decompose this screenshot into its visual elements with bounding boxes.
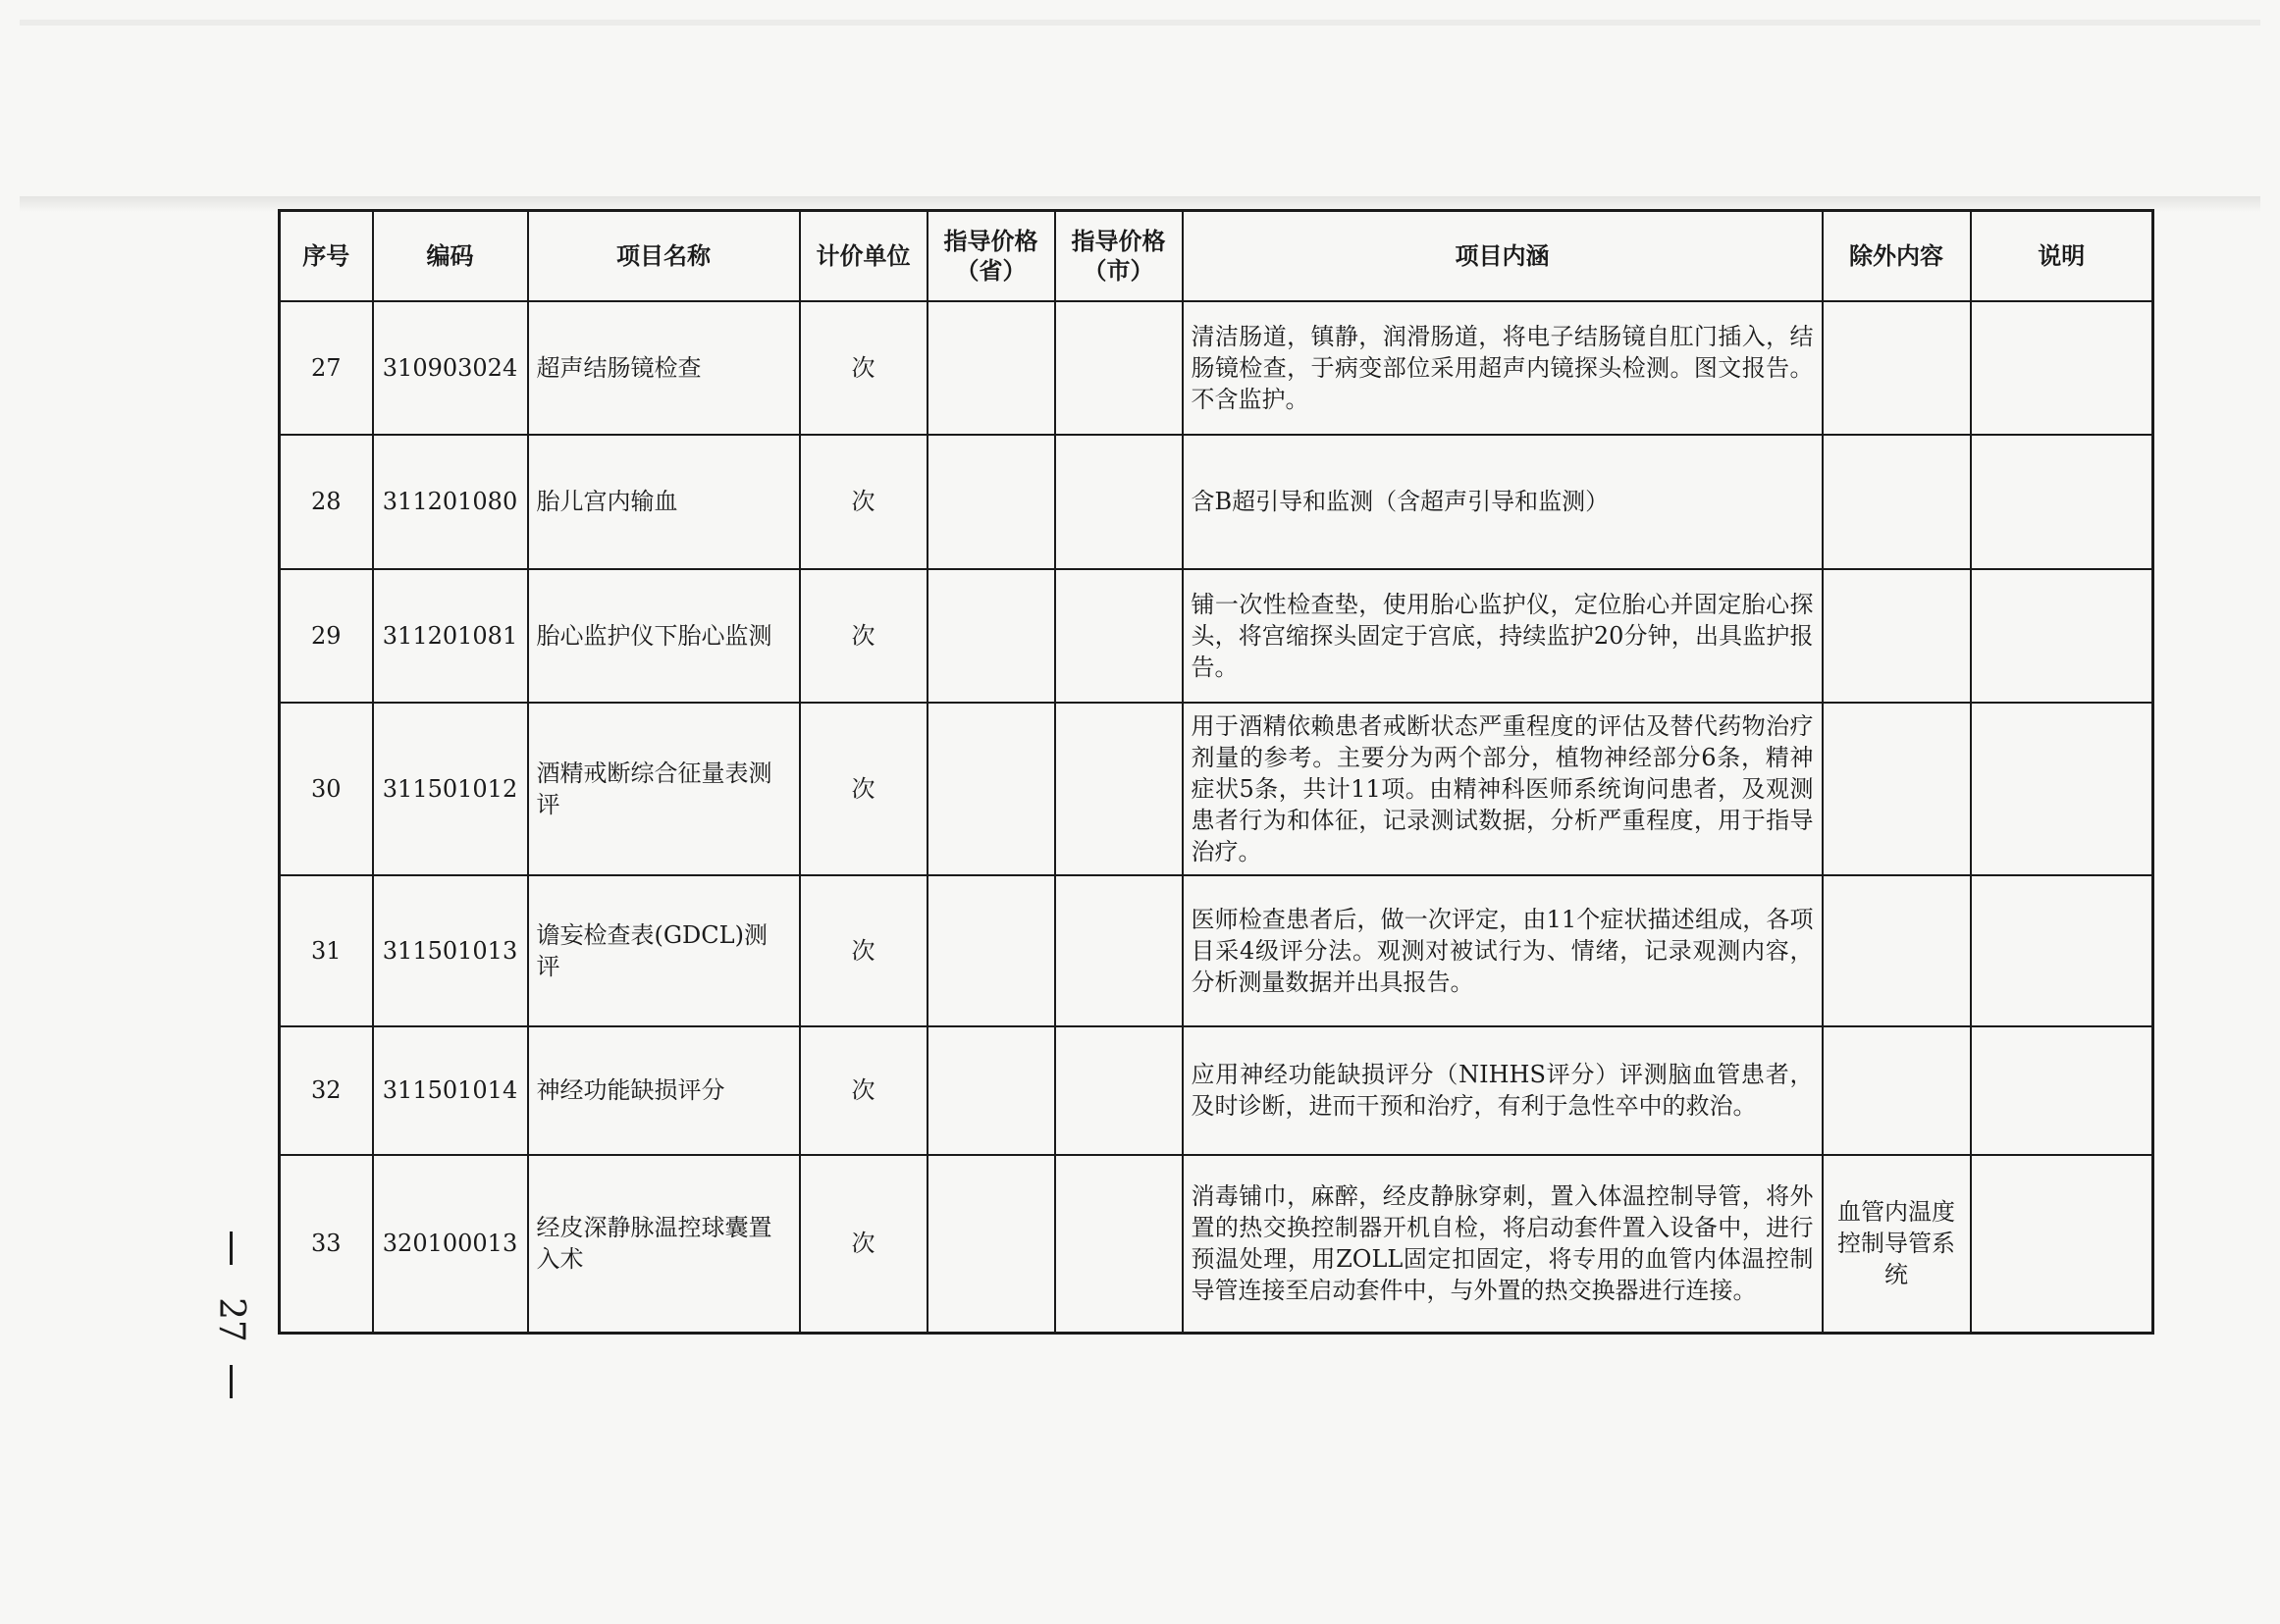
cell-price-province <box>928 1155 1055 1334</box>
header-content: 项目内涵 <box>1183 211 1823 301</box>
cell-content: 消毒铺巾，麻醉，经皮静脉穿刺，置入体温控制导管，将外置的热交换控制器开机自检，将启动套件置入设备中，进行预温处理，用ZOLL固定扣固定，将专用的血管内体温控制导管连接至启动套件中，与外置的热交换器进行连接。 <box>1183 1155 1823 1334</box>
cell-code: 311501013 <box>373 875 528 1026</box>
header-excluded: 除外内容 <box>1823 211 1971 301</box>
header-code: 编码 <box>373 211 528 301</box>
cell-excluded: 血管内温度控制导管系统 <box>1823 1155 1971 1334</box>
cell-name: 胎心监护仪下胎心监测 <box>528 569 800 703</box>
cell-note <box>1971 301 2153 435</box>
cell-price-city <box>1055 301 1183 435</box>
cell-name: 酒精戒断综合征量表测评 <box>528 703 800 875</box>
cell-code: 311201080 <box>373 435 528 569</box>
cell-excluded <box>1823 703 1971 875</box>
cell-excluded <box>1823 435 1971 569</box>
cell-price-city <box>1055 435 1183 569</box>
table-row <box>280 703 2153 875</box>
cell-no: 30 <box>280 703 373 875</box>
price-table <box>278 209 2154 1335</box>
cell-note <box>1971 1026 2153 1155</box>
page-number-text: 27 <box>211 1297 251 1342</box>
cell-content: 含B超引导和监测（含超声引导和监测） <box>1183 435 1823 569</box>
cell-unit: 次 <box>800 1026 928 1155</box>
cell-note <box>1971 435 2153 569</box>
cell-no: 33 <box>280 1155 373 1334</box>
cell-price-province <box>928 569 1055 703</box>
scan-artifact-top <box>20 20 2260 26</box>
cell-price-city <box>1055 569 1183 703</box>
cell-price-province <box>928 301 1055 435</box>
header-note: 说明 <box>1971 211 2153 301</box>
header-price-province: 指导价格（省） <box>928 211 1055 301</box>
cell-unit: 次 <box>800 301 928 435</box>
cell-name: 超声结肠镜检查 <box>528 301 800 435</box>
cell-content: 应用神经功能缺损评分（NIHHS评分）评测脑血管患者，及时诊断，进而干预和治疗，有利于急性卒中的救治。 <box>1183 1026 1823 1155</box>
cell-code: 320100013 <box>373 1155 528 1334</box>
table-row <box>280 435 2153 569</box>
cell-no: 28 <box>280 435 373 569</box>
cell-content: 清洁肠道，镇静，润滑肠道，将电子结肠镜自肛门插入，结肠镜检查，于病变部位采用超声内镜探头检测。图文报告。不含监护。 <box>1183 301 1823 435</box>
cell-price-city <box>1055 703 1183 875</box>
cell-price-city <box>1055 875 1183 1026</box>
cell-note <box>1971 875 2153 1026</box>
page-number-dash-top <box>230 1231 233 1265</box>
cell-price-province <box>928 703 1055 875</box>
cell-unit: 次 <box>800 569 928 703</box>
table-row <box>280 569 2153 703</box>
cell-excluded <box>1823 875 1971 1026</box>
table-row <box>280 1155 2153 1334</box>
cell-content: 用于酒精依赖患者戒断状态严重程度的评估及替代药物治疗剂量的参考。主要分为两个部分，植物神经部分6条，精神症状5条，共计11项。由精神科医师系统询问患者，及观测患者行为和体征，记录测试数据，分析严重程度，用于指导治疗。 <box>1183 703 1823 875</box>
cell-code: 311501014 <box>373 1026 528 1155</box>
table-row <box>280 1026 2153 1155</box>
header-unit: 计价单位 <box>800 211 928 301</box>
cell-content: 铺一次性检查垫，使用胎心监护仪，定位胎心并固定胎心探头，将宫缩探头固定于宫底，持续监护20分钟，出具监护报告。 <box>1183 569 1823 703</box>
table-header-row <box>280 211 2153 301</box>
cell-unit: 次 <box>800 703 928 875</box>
cell-no: 31 <box>280 875 373 1026</box>
header-name: 项目名称 <box>528 211 800 301</box>
cell-unit: 次 <box>800 435 928 569</box>
page-number <box>201 1231 260 1398</box>
cell-no: 32 <box>280 1026 373 1155</box>
cell-code: 311501012 <box>373 703 528 875</box>
cell-name: 神经功能缺损评分 <box>528 1026 800 1155</box>
cell-name: 谵妄检查表(GDCL)测评 <box>528 875 800 1026</box>
cell-excluded <box>1823 1026 1971 1155</box>
cell-unit: 次 <box>800 875 928 1026</box>
header-price-city: 指导价格（市） <box>1055 211 1183 301</box>
cell-unit: 次 <box>800 1155 928 1334</box>
header-no: 序号 <box>280 211 373 301</box>
page-number-dash-bottom <box>230 1365 233 1398</box>
cell-note <box>1971 703 2153 875</box>
cell-price-province <box>928 875 1055 1026</box>
cell-content: 医师检查患者后，做一次评定，由11个症状描述组成，各项目采4级评分法。观测对被试行为、情绪，记录观测内容，分析测量数据并出具报告。 <box>1183 875 1823 1026</box>
cell-code: 310903024 <box>373 301 528 435</box>
table-row <box>280 875 2153 1026</box>
cell-excluded <box>1823 301 1971 435</box>
cell-price-city <box>1055 1155 1183 1334</box>
cell-no: 27 <box>280 301 373 435</box>
cell-excluded <box>1823 569 1971 703</box>
cell-no: 29 <box>280 569 373 703</box>
cell-price-city <box>1055 1026 1183 1155</box>
cell-price-province <box>928 1026 1055 1155</box>
cell-price-province <box>928 435 1055 569</box>
cell-name: 经皮深静脉温控球囊置入术 <box>528 1155 800 1334</box>
cell-note <box>1971 1155 2153 1334</box>
cell-note <box>1971 569 2153 703</box>
cell-code: 311201081 <box>373 569 528 703</box>
table-row <box>280 301 2153 435</box>
cell-name: 胎儿宫内输血 <box>528 435 800 569</box>
